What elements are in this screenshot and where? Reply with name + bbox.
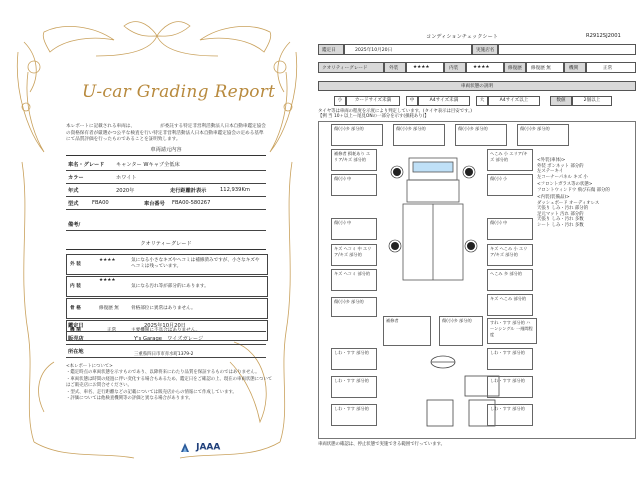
box-bl-2: [331, 376, 377, 398]
status-section: [318, 81, 636, 91]
box-br-2-text: しわ・すす 部分的: [490, 350, 525, 355]
row-year: [66, 183, 266, 197]
label-name: 車名・グレード: [68, 162, 105, 168]
label-year: 年式: [68, 188, 79, 194]
engine-value-text: 正常: [603, 66, 613, 71]
box-left-4-text: キズ へコミ 中 エリア/キズ 部分的: [334, 246, 372, 257]
value-year: 2020年: [116, 188, 135, 194]
label-remarks: 備考/: [68, 222, 81, 228]
vehicle-section-heading: 車両請元内容: [66, 146, 266, 156]
label-dealer: 販売店: [68, 336, 84, 342]
grade-exterior-stars: ★★★★: [99, 258, 116, 263]
side-note-7: <内装(装備品)>: [537, 195, 570, 200]
engine-value: [586, 62, 636, 73]
value-color: ホワイト: [116, 175, 137, 181]
notes-title: <本レポートについて>: [66, 364, 113, 369]
label-location: 所在地: [68, 349, 84, 355]
jaaa-logo: [179, 437, 220, 456]
box-br-3-text: しわ・すす 部分的: [490, 378, 525, 383]
value-dealer: Y's Garage ワイズガレージ: [134, 336, 204, 342]
grade-interior-stars: ★★★★: [99, 278, 116, 283]
box-right-5: [487, 269, 533, 291]
grade-engine-label: 機 関: [70, 328, 81, 333]
box-br-4-text: しわ・すす 部分的: [490, 406, 525, 411]
report-title: U-car Grading Report: [82, 82, 276, 102]
box-right-4-text: キズ へこみ 小 エリア/キズ 部分的: [490, 246, 528, 257]
side-note-9: 天張り しみ・汚れ 部分的: [537, 206, 589, 211]
value-date: 2025年10月20日: [144, 323, 186, 329]
size-mid-desc: [418, 96, 470, 106]
ext-label: [384, 62, 406, 73]
grade-engine-stars: 正常: [107, 328, 117, 333]
box-right-3-text: 傷(小) 中: [490, 220, 508, 225]
label-color: カラー: [68, 175, 84, 181]
damage-diagram: [318, 121, 636, 439]
dealer-label: [472, 44, 498, 55]
size-mid-desc-text: A4サイズ未満: [429, 98, 459, 103]
grade-exterior-text: 気になる小さなキズやヘコミは補修済みですが、小さなキズやヘコミは残っています。: [131, 258, 260, 270]
count-value: [572, 96, 612, 106]
size-small-desc: [346, 96, 400, 106]
repair-value-text: 修復歴 無: [531, 66, 551, 71]
box-top-2: [393, 124, 445, 146]
dealer-value: [498, 44, 636, 55]
side-note-3: 左ステーキイ: [537, 169, 564, 174]
box-left-5-text: キズ へコミ 部分的: [334, 271, 371, 276]
box-mid-right-text: 傷(小)多 部分的: [442, 318, 472, 323]
row-dealer: [66, 331, 266, 345]
size-note-2: 【例 当 10ヶ以上ー尾見ONの一部分を示す(損耗あり)】: [318, 114, 429, 119]
date-label-text: 鑑定日: [322, 48, 336, 53]
row-date: [66, 318, 266, 332]
box-top-1-text: 傷(小)多 部分的: [334, 126, 364, 131]
quality-label: [318, 62, 384, 73]
int-value: [466, 62, 504, 73]
box-left-5: [331, 269, 377, 291]
count-label: [550, 96, 572, 106]
box-mid-right: [439, 316, 483, 346]
sheet-id: R2912SJ2001: [586, 33, 621, 39]
box-left-1: [331, 149, 377, 171]
engine-label-text: 機関: [569, 66, 579, 71]
grade-section-heading: クオリティーグレード: [66, 240, 266, 250]
size-note: タイヤ等は車両の程度を示度により判定しています。(タイヤ表示は目安です。): [318, 109, 473, 114]
ext-label-text: 外装: [389, 66, 399, 71]
side-note-5: <フロントガラス等の状態>: [537, 182, 593, 187]
report-notes: [66, 364, 276, 402]
int-stars: ★★★★: [473, 65, 490, 70]
side-note-11: 天張り しみ・汚れ 多数: [537, 217, 584, 222]
dealer-label-text: 実施店名: [476, 48, 495, 53]
box-left-3-text: 傷(小) 中: [334, 220, 352, 225]
mid-box: [383, 316, 431, 346]
size-large: [476, 96, 488, 106]
side-note-1: <外装(車体)>: [537, 158, 566, 163]
date-label: [318, 44, 344, 55]
grade-interior: [66, 276, 268, 297]
int-label-text: 内装: [449, 66, 459, 71]
box-right-4: [487, 244, 533, 266]
label-model: 型式: [68, 201, 79, 207]
ext-stars: ★★★★: [413, 65, 430, 70]
date-value: [344, 44, 472, 55]
count-value-text: 2個以上: [583, 98, 601, 103]
report-intro: 本レポートに記載される車両は、 が委託する特定非営利活動法人日本自動車鑑定協会の資格保有者が厳選かつ公平な検査を行い特定非営利活動法人日本自動車鑑定協会の定める基準にて品質評価を行ったものであることを証明致します。: [66, 124, 266, 143]
side-note-4: 左コーナーパネル キズ 小: [537, 174, 588, 180]
mid-box-text: 補修者: [386, 318, 399, 323]
box-left-2: [331, 174, 377, 196]
grade-exterior: [66, 254, 268, 275]
box-left-2-text: 傷(小) 中: [334, 176, 352, 181]
ext-value: [406, 62, 444, 73]
box-bl-2-text: しわ・すす 部分的: [334, 378, 369, 383]
box-top-4-text: 傷(小)多 部分的: [520, 126, 550, 131]
grade-frame-text: 骨格部位に異常はありません。: [131, 306, 196, 311]
size-mid: [406, 96, 418, 106]
date-value-text: 2025年10月20日: [355, 48, 393, 53]
row-name: [66, 157, 266, 171]
jaaa-logo-icon: [179, 442, 191, 454]
box-left-1-text: 補修者 損耗あり エリア/キズ 部分的: [334, 151, 371, 162]
box-left-6-text: 傷(小)多 部分的: [334, 299, 364, 304]
value-mileage: 112,939Km: [220, 187, 250, 193]
row-color: [66, 170, 266, 184]
grade-frame-stars: 修復歴 無: [99, 306, 119, 311]
value-model: FBA00: [92, 200, 109, 206]
size-mid-text: 中: [409, 98, 415, 103]
box-bl-3: [331, 404, 377, 426]
grading-report: [4, 12, 310, 464]
grade-exterior-label: 外 装: [70, 262, 81, 267]
box-right-2: [487, 174, 533, 196]
label-mileage: 走行距離計表示: [170, 188, 207, 194]
value-location: 三重県四日市市赤水町1379-2: [134, 352, 194, 357]
box-br-1: [487, 318, 537, 344]
side-note-8: ダッシュボード オーディオレス: [537, 200, 600, 206]
note-2: ・車両状態は時間の経過に伴い変化する場合もあるため、鑑定日をご確認の上、現在の車両状態についてはご販売店にお問合せください。: [66, 376, 273, 389]
sheet-footer: 車両状態の確認は、停止状態で実施できる範囲で行っています。: [318, 442, 445, 447]
grade-frame-label: 骨 格: [70, 306, 81, 311]
value-chassis: FBA00-580267: [172, 200, 211, 206]
size-small: [334, 96, 346, 106]
box-br-2: [487, 348, 533, 370]
box-right-6-text: キズ へこみ 部分的: [490, 296, 527, 301]
note-1: ・鑑定時点の車両状態を示すものであり、以降将来にわたり品質を保証するものではありません。: [66, 370, 260, 376]
value-name: キャンター Wキャブ全低床: [116, 162, 180, 168]
box-bl-1: [331, 348, 377, 370]
box-top-3-text: 傷(小)多 部分的: [458, 126, 488, 131]
box-br-3: [487, 376, 533, 398]
row-remarks: [66, 217, 266, 231]
condition-check-sheet: [318, 33, 636, 453]
grade-interior-label: 内 装: [70, 284, 81, 289]
engine-label: [564, 62, 586, 73]
box-right-1: [487, 149, 533, 171]
grade-engine-text: 主要機関に不具合はありません。: [131, 328, 201, 333]
note-3: ・型式、車名、走行距離などの記載については販売店からの情報にて作成しています。: [66, 389, 237, 395]
jaaa-logo-text: JAAA: [196, 442, 221, 453]
truck-diagram-icon: [381, 148, 485, 288]
label-chassis: 車台番号: [144, 201, 165, 207]
box-left-4: [331, 244, 377, 266]
label-date: 鑑定日: [68, 323, 84, 329]
size-large-text: 大: [479, 98, 485, 103]
box-bl-3-text: しわ・すす 部分的: [334, 406, 369, 411]
side-note-12: シート しみ・汚れ 多数: [537, 222, 584, 228]
box-left-3: [331, 218, 377, 240]
status-section-text: 車両状態の説明: [460, 84, 494, 89]
box-top-4: [517, 124, 569, 146]
box-top-1: [331, 124, 383, 146]
box-bl-1-text: しわ・すす 部分的: [334, 350, 369, 355]
sheet-title: コンディションチェックシート: [426, 34, 498, 40]
note-4: ・評価については他検査機関等の評価と異なる場合があります。: [66, 395, 193, 401]
side-notes: [537, 158, 635, 228]
box-right-2-text: 傷(小) 小: [490, 176, 508, 181]
row-model: [66, 196, 266, 210]
box-br-4: [487, 404, 533, 426]
size-large-desc-text: A4サイズ以上: [499, 98, 529, 103]
repair-value: [526, 62, 564, 73]
side-note-10: 足元マット 汚れ 部分的: [537, 211, 584, 217]
box-right-3: [487, 218, 533, 240]
box-br-1-text: すれ・すす 部分的 ハーンシングル 一週間程度: [490, 320, 533, 337]
size-small-desc-text: カードサイズ未満: [354, 98, 392, 103]
row-location: [66, 344, 266, 358]
size-small-text: 小: [337, 98, 343, 103]
side-note-6: フロントウィンドウ 飛び石傷 部分的: [537, 187, 610, 193]
quality-label-text: クオリティーグレード: [322, 66, 368, 71]
int-label: [444, 62, 466, 73]
grade-frame: [66, 298, 268, 319]
box-right-1-text: へこみ 小 エリア/キズ 部分的: [490, 151, 528, 162]
repair-label-text: 修復歴: [508, 66, 522, 71]
box-top-2-text: 傷(小)多 部分的: [396, 126, 426, 131]
count-label-text: 数値: [556, 98, 566, 103]
box-right-6: [487, 294, 533, 316]
side-note-2: 外装 ボンネット 部分的: [537, 163, 584, 169]
grade-interior-text: 気になる汚れ等が部分的にあります。: [131, 284, 209, 289]
box-right-5-text: へこみ 多 部分的: [490, 271, 522, 276]
box-top-3: [455, 124, 507, 146]
size-large-desc: [488, 96, 540, 106]
repair-label: [504, 62, 526, 73]
box-left-6: [331, 297, 377, 317]
